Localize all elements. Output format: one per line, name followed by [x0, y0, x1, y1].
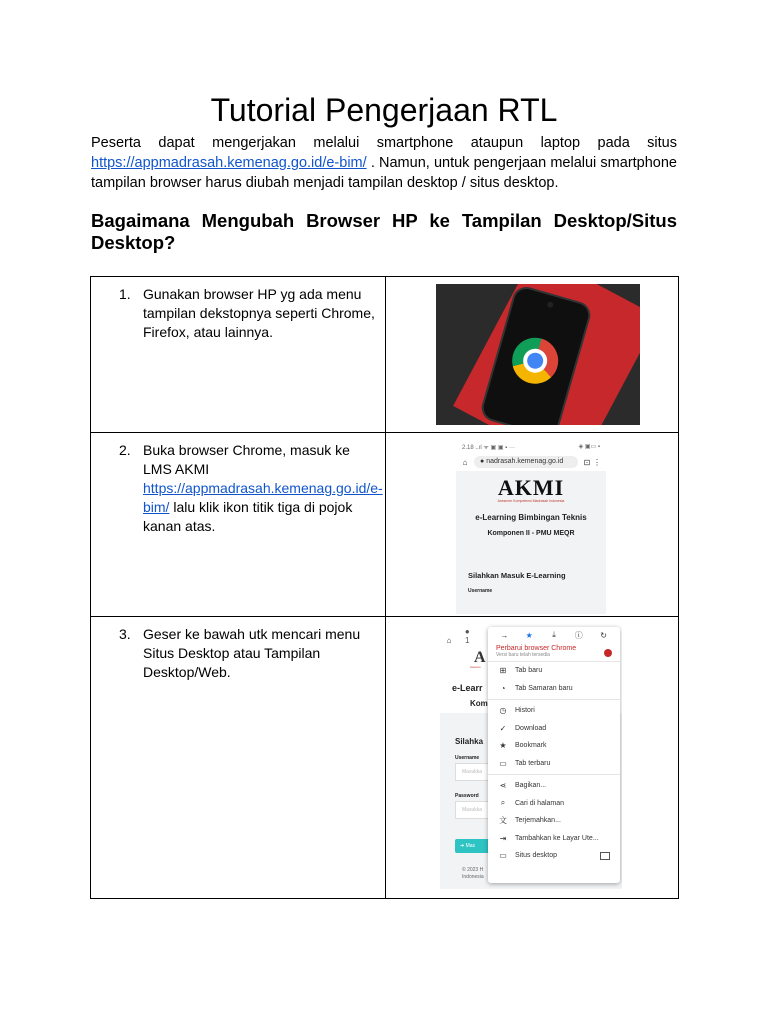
status-bar: 2.18 ..ıl ᯤ ▣ ▣ ▪ ··· ◈ ▣▭ ▪	[462, 444, 600, 451]
steps-table	[90, 276, 679, 899]
intro-text-before: Peserta dapat mengerjakan melalui smartphone ataupun laptop pada situs	[91, 135, 677, 151]
update-badge-icon	[604, 649, 612, 657]
step-2-link[interactable]: https://appmadrasah.kemenag.go.id/e-bim/	[143, 480, 383, 515]
step-2-text-after: lalu klik ikon titik tiga di pojok kanan atas.	[143, 499, 353, 534]
info-icon: ⓘ	[574, 630, 583, 640]
menu-item-share: ⋖ Bagikan...	[488, 777, 620, 795]
chrome-menu-screenshot	[440, 621, 622, 889]
chrome-overflow-menu	[488, 627, 620, 883]
intro-link[interactable]: https://appmadrasah.kemenag.go.id/e-bim/	[91, 155, 367, 171]
devices-icon: ▭	[499, 758, 507, 768]
download-icon: ⤓	[552, 630, 556, 639]
browser-url-bar	[456, 455, 606, 469]
akmi-logo-subtitle: Asesmen Kompetensi Madrasah Indonesia	[497, 499, 565, 503]
add-to-home-icon: ⇥	[499, 833, 507, 843]
home-icon: ⌂	[462, 457, 468, 467]
page-title: Tutorial Pengerjaan RTL	[210, 92, 558, 128]
update-chrome-item: Perbarui browser Chrome Versi baru telah tersedia	[488, 643, 620, 662]
lms-login-title: Silahka	[455, 737, 484, 746]
incognito-icon: ◔	[500, 683, 506, 693]
menu-item-incognito: ◔ Tab Samaran baru	[488, 680, 620, 698]
lms-heading: e-Learr	[452, 683, 483, 693]
url-pill: ● nadrasah.kemenag.go.id	[474, 456, 578, 468]
lms-login-title: Silahkan Masuk E-Learning	[468, 571, 566, 580]
more-vert-icon: ⋮	[593, 457, 601, 467]
lms-subheading: Kom	[470, 699, 488, 708]
intro-paragraph	[91, 133, 677, 193]
menu-top-icons	[488, 627, 620, 643]
table-row	[91, 433, 679, 617]
menu-item-new-tab: ⊞ Tab baru	[488, 662, 620, 680]
step-number: 2.	[119, 442, 131, 458]
reload-icon: ↻	[600, 630, 607, 640]
section-heading: Bagaimana Mengubah Browser HP ke Tampilan Desktop/Situs Desktop?	[91, 210, 677, 253]
translate-icon: 文	[499, 816, 507, 826]
step-3-cell	[91, 617, 386, 899]
lms-page	[456, 471, 606, 614]
phone-chrome-photo	[436, 284, 640, 425]
history-icon: ◷	[499, 706, 507, 716]
menu-item-bookmark: ★ Bookmark	[488, 737, 620, 755]
akmi-logo: AKMI	[497, 475, 565, 500]
step-2-image-cell	[386, 433, 679, 617]
step-1-image-cell	[386, 277, 679, 433]
password-label: Password	[455, 793, 479, 799]
lms-mobile-screenshot	[456, 441, 606, 614]
intro-text-after: . Namun, untuk pengerjaan melalui smartphone tampilan browser harus diubah menjadi tampilan desktop / situs desktop.	[91, 155, 677, 191]
username-field: Masukka	[455, 763, 503, 781]
download-check-icon: ✓	[499, 723, 507, 733]
desktop-site-checkbox	[600, 852, 610, 860]
step-1-cell	[91, 277, 386, 433]
step-2-cell	[91, 433, 386, 617]
menu-item-find: ⌕ Cari di halaman	[488, 795, 620, 813]
lms-subheading: Komponen II - PMU MEQR	[487, 530, 575, 537]
step-3-image-cell	[386, 617, 679, 899]
password-field: Masukka	[455, 801, 503, 819]
menu-item-recent-tabs: ▭ Tab terbaru	[488, 755, 620, 773]
menu-item-download: ✓ Download	[488, 720, 620, 738]
lms-heading: e-Learning Bimbingan Teknis	[475, 513, 587, 522]
username-label: Username	[455, 755, 480, 761]
step-1-text: Gunakan browser HP yg ada menu tampilan dekstopnya seperti Chrome, Firefox, atau lainnya.	[143, 286, 375, 340]
url-pill: ● 1	[464, 627, 470, 645]
step-number: 3.	[119, 626, 131, 642]
chrome-logo-icon	[507, 332, 564, 389]
home-icon: ⌂	[446, 636, 452, 645]
table-row	[91, 277, 679, 433]
step-3-text: Geser ke bawah utk mencari menu Situs Desktop atau Tampilan Desktop/Web.	[143, 626, 361, 680]
star-icon: ★	[499, 741, 507, 751]
tabs-icon: ⊡	[583, 457, 591, 467]
bookmark-star-icon: ★	[525, 630, 533, 640]
menu-item-translate: 文 Terjemahkan...	[499, 816, 561, 826]
akmi-logo-subtitle: Asesme	[470, 665, 481, 669]
plus-box-icon: ⊞	[499, 666, 507, 676]
menu-item-add-to-home: ⇥ Tambahkan ke Layar Ute...	[488, 830, 620, 848]
forward-arrow-icon: →	[500, 630, 509, 640]
desktop-icon: ▭	[499, 851, 507, 861]
menu-item-history: ◷ Histori	[488, 702, 620, 720]
menu-item-desktop-site: ▭ Situs desktop	[488, 847, 620, 865]
lms-username-label: Username	[468, 588, 493, 594]
akmi-logo: A	[474, 649, 486, 666]
step-number: 1.	[119, 286, 131, 302]
login-button: ➜ Mas	[455, 839, 496, 853]
table-row	[91, 617, 679, 899]
footer-text: © 2023 H Indonesia	[462, 867, 484, 880]
find-in-page-icon: ⌕	[500, 798, 506, 808]
step-2-text-before: Buka browser Chrome, masuk ke LMS AKMI	[143, 442, 350, 477]
share-icon: ⋖	[499, 781, 507, 791]
